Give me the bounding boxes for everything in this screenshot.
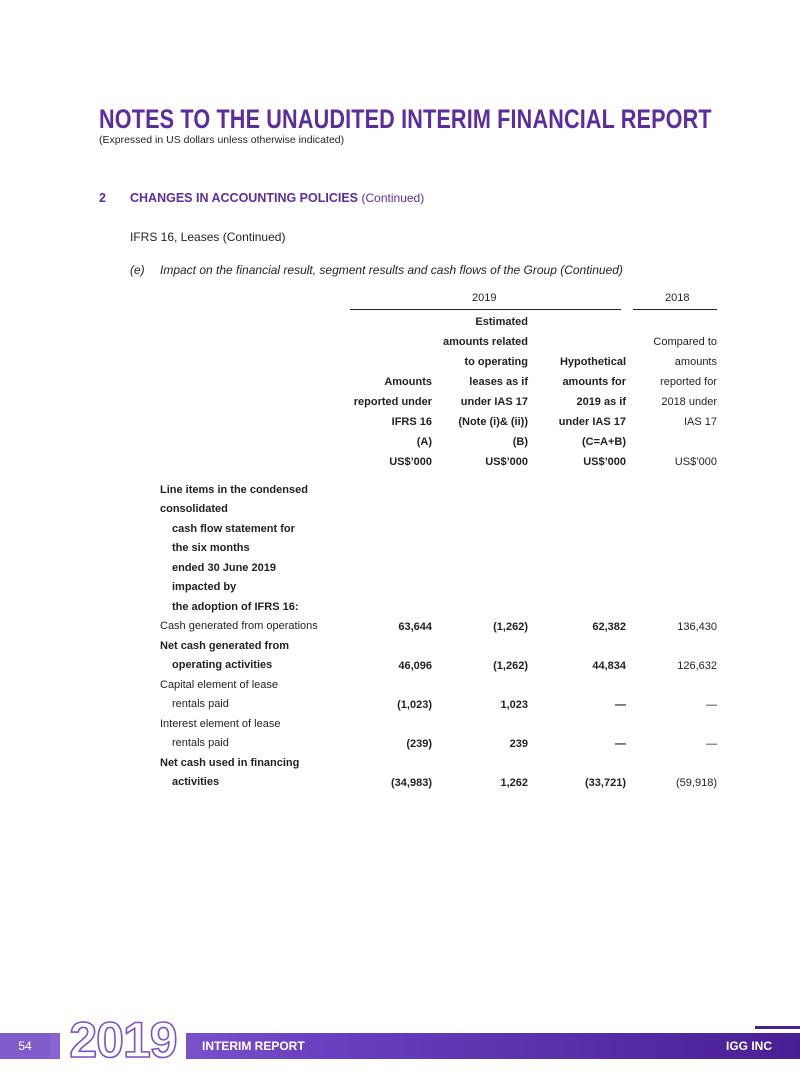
table-intro-line: cash flow statement for bbox=[172, 523, 295, 535]
year-2018-rule bbox=[633, 309, 717, 310]
table-intro-line: impacted by bbox=[172, 581, 237, 593]
column-header-line: 2019 as if bbox=[576, 396, 626, 408]
column-header-line: IAS 17 bbox=[683, 416, 717, 428]
page-title: NOTES TO THE UNAUDITED INTERIM FINANCIAL REPORT bbox=[99, 104, 712, 134]
table-cell: (34,983) bbox=[391, 777, 432, 789]
column-header-line: under IAS 17 bbox=[558, 416, 626, 428]
section-title: CHANGES IN ACCOUNTING POLICIES bbox=[130, 191, 359, 205]
column-header-line: (B) bbox=[512, 436, 528, 448]
column-header-line: amounts for bbox=[562, 376, 626, 388]
year-logo-text: 2019 bbox=[69, 1012, 177, 1066]
table-cell: (1,262) bbox=[493, 660, 528, 672]
column-header-line: IFRS 16 bbox=[391, 416, 432, 428]
table-cell: (1,262) bbox=[493, 621, 528, 633]
column-header-line: US$’000 bbox=[389, 456, 432, 468]
year-2019-rule bbox=[350, 309, 621, 310]
table-cell: — bbox=[706, 699, 717, 711]
row-label: Net cash generated from bbox=[160, 640, 289, 652]
subsection-continued: (Continued) bbox=[222, 230, 286, 244]
column-header-spacer bbox=[653, 432, 717, 452]
row-label: Cash generated from operations bbox=[160, 620, 318, 632]
footer-company-name: IGG INC bbox=[725, 1039, 772, 1053]
column-header-line: reported under bbox=[353, 396, 432, 408]
section-number: 2 bbox=[99, 191, 106, 205]
table-cell: — bbox=[706, 738, 717, 750]
section-continued: (Continued) bbox=[361, 191, 425, 205]
column-header-line: (Note (i)& (ii)) bbox=[458, 416, 528, 428]
row-label: activities bbox=[172, 776, 220, 788]
item-text: Impact on the financial result, segment results and cash flows of the Group (Continued) bbox=[160, 263, 623, 277]
year-logo bbox=[58, 1006, 188, 1066]
column-header-line: US$’000 bbox=[485, 456, 528, 468]
page-number: 54 bbox=[0, 1033, 50, 1059]
column-header-line: (A) bbox=[416, 436, 432, 448]
table-cell: (33,721) bbox=[585, 777, 626, 789]
table-intro-line: the six months bbox=[172, 542, 250, 554]
table-cell: (59,918) bbox=[676, 777, 717, 789]
column-header-b bbox=[443, 312, 528, 472]
column-header-line: leases as if bbox=[469, 376, 528, 388]
year-2019-header: 2019 bbox=[472, 292, 497, 304]
table-cell: 46,096 bbox=[398, 660, 432, 672]
column-header-2018 bbox=[653, 332, 717, 472]
row-label: Net cash used in financing bbox=[160, 757, 300, 769]
column-header-c bbox=[559, 352, 626, 472]
column-header-line: Amounts bbox=[384, 376, 432, 388]
column-header-line: Hypothetical bbox=[559, 356, 626, 368]
column-header-line: amounts bbox=[674, 356, 717, 368]
table-intro-line: Line items in the condensed bbox=[160, 484, 308, 496]
table-intro-line: the adoption of IFRS 16: bbox=[172, 601, 299, 613]
footer-accent-line bbox=[755, 1026, 800, 1029]
section-heading bbox=[99, 191, 424, 205]
row-label: Capital element of lease bbox=[160, 679, 279, 691]
table-cell: 136,430 bbox=[677, 621, 717, 633]
column-header-line: US$’000 bbox=[583, 456, 626, 468]
footer-report-title: INTERIM REPORT bbox=[202, 1039, 305, 1053]
column-header-line: reported for bbox=[660, 376, 717, 388]
table-cell: 1,023 bbox=[500, 699, 528, 711]
row-label: rentals paid bbox=[172, 737, 229, 749]
table-cell: — bbox=[615, 738, 626, 750]
column-header-line: US$’000 bbox=[674, 456, 717, 468]
table-intro-line: ended 30 June 2019 bbox=[172, 562, 276, 574]
column-header-line: (C=A+B) bbox=[581, 436, 626, 448]
table-cell: 239 bbox=[509, 738, 528, 750]
column-header-line: Estimated bbox=[475, 316, 528, 328]
table-cell: 62,382 bbox=[592, 621, 626, 633]
table-cell: 44,834 bbox=[592, 660, 626, 672]
item-heading bbox=[130, 263, 623, 277]
subsection-heading bbox=[130, 230, 285, 244]
column-header-line: under IAS 17 bbox=[460, 396, 528, 408]
row-label: rentals paid bbox=[172, 698, 229, 710]
item-label: (e) bbox=[130, 263, 145, 277]
page-subtitle: (Expressed in US dollars unless otherwise indicated) bbox=[99, 134, 345, 146]
row-label: operating activities bbox=[172, 659, 273, 671]
table-cell: 126,632 bbox=[677, 660, 717, 672]
table-cell: 63,644 bbox=[398, 621, 432, 633]
table-cell: (239) bbox=[406, 738, 432, 750]
column-header-line: to operating bbox=[464, 356, 528, 368]
row-label: Interest element of lease bbox=[160, 718, 281, 730]
column-header-a bbox=[354, 372, 432, 472]
column-header-line: Compared to bbox=[653, 336, 717, 348]
table-cell: 1,262 bbox=[500, 777, 528, 789]
table-intro-line: consolidated bbox=[160, 503, 228, 515]
table-cell: — bbox=[615, 699, 626, 711]
year-2018-header: 2018 bbox=[665, 292, 690, 304]
subsection-title: IFRS 16, Leases bbox=[130, 230, 220, 244]
column-header-line: 2018 under bbox=[661, 396, 717, 408]
table-cell: (1,023) bbox=[397, 699, 432, 711]
column-header-line: amounts related bbox=[443, 336, 528, 348]
